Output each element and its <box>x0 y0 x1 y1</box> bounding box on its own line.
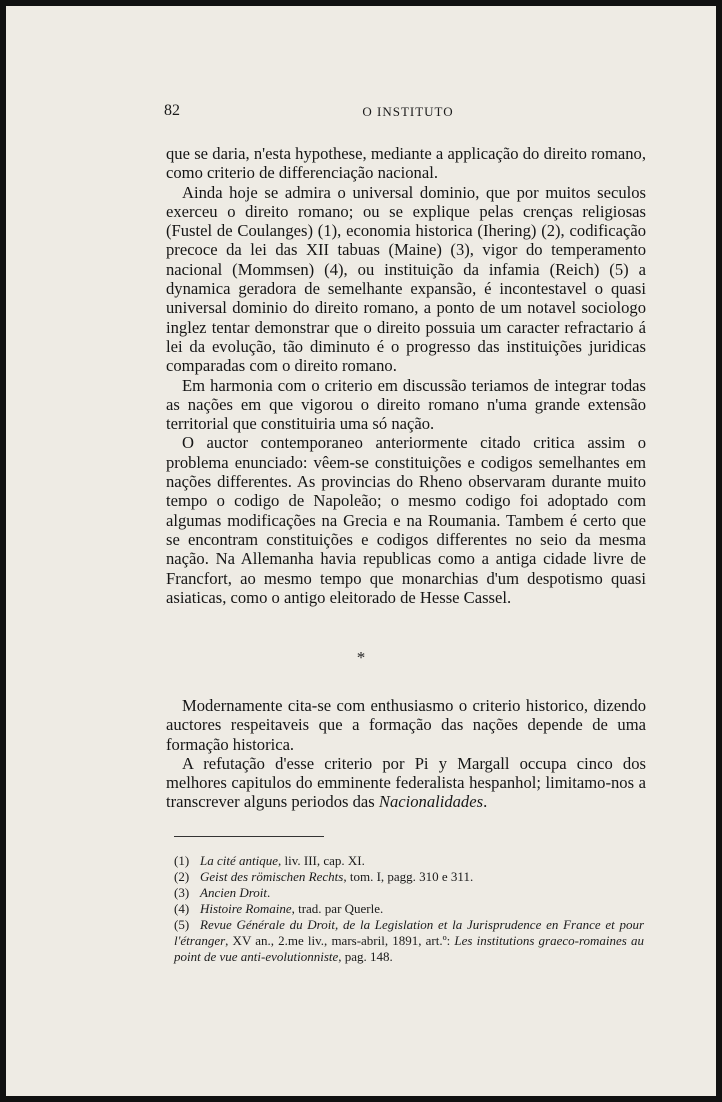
footnote-title-2: Les institutions graeco-romaines au point de vue anti-evolutionniste <box>174 933 644 964</box>
footnote-title: Revue Générale du Droit, de la Legislation et la Jurisprudence en France et pour l'étranger <box>174 917 644 948</box>
page-header <box>164 102 652 122</box>
footnote-title: Geist des römischen Rechts <box>200 869 344 884</box>
footnote <box>174 853 644 869</box>
footnote <box>174 917 644 965</box>
footnote-rule <box>174 836 324 837</box>
paragraph-end: . <box>483 792 488 812</box>
italic-title: Nacionalidades <box>378 792 484 812</box>
running-title: O INSTITUTO <box>362 104 454 119</box>
main-text-continued <box>166 696 646 812</box>
footnote-text: , liv. III, cap. XI. <box>278 853 365 868</box>
main-text <box>166 144 646 607</box>
footnote-title: Ancien Droit <box>200 885 268 900</box>
footnote-mark: (1) <box>174 853 190 868</box>
paragraph: Em harmonia com o criterio em discussão teriamos de integrar todas as nações em que vigorou o direito romano n'uma grande extensão territorial que constituiria uma só nação. <box>166 375 646 434</box>
footnote-mark: (3) <box>174 885 190 900</box>
footnote-text: . <box>267 885 271 900</box>
paragraph <box>166 754 646 812</box>
footnote-title: La cité antique <box>200 853 278 868</box>
book-page <box>6 6 716 1096</box>
paragraph: que se daria, n'esta hypothese, mediante a applicação do direito romano, como criterio de differenciação nacional. <box>166 144 646 183</box>
footnote-text: , tom. I, pagg. 310 e 311. <box>343 869 474 884</box>
footnote-mark: (4) <box>174 901 190 916</box>
footnotes <box>174 853 644 965</box>
paragraph: O auctor contemporaneo anteriormente citado critica assim o problema enunciado: vêem-se constituições e codigos semelhantes em nações differentes. As provincias do Rheno observaram durante muito tempo o codigo de Napoleão; o mesmo codigo foi adoptado com algumas modificações na Grecia e na Roumania. Tambem é certo que se encontram constituições e codigos differentes no seio da mesma nação. Na Allemanha havia republicas como a antiga cidade livre de Francfort, ao mesmo tempo que monarchias d'um despotismo quasi asiaticas, como o antigo eleitorado de Hesse Cassel. <box>166 433 646 607</box>
section-separator: * <box>356 648 366 667</box>
footnote-text: , trad. par Querle. <box>291 901 384 916</box>
footnote-title: Histoire Romaine <box>200 901 292 916</box>
footnote-mark: (5) <box>174 917 190 932</box>
footnote <box>174 885 644 901</box>
paragraph: Modernamente cita-se com enthusiasmo o criterio historico, dizendo auctores respeitaveis que a formação das nações depende de uma formação historica. <box>166 696 646 754</box>
footnote-text-2: , pag. 148. <box>338 949 393 964</box>
paragraph: Ainda hoje se admira o universal dominio, que por muitos seculos exerceu o direito romano; ou se explique pelas crenças religiosas (Fustel de Coulanges) (1), economia historica (Ihering) (2), codificação precoce da lei das XII tabuas (Maine) (3), vigor do temperamento nacional (Mommsen) (4), ou instituição da infamia (Reich) (5) a dynamica geradora de semelhante expansão, é incontestavel o quasi universal dominio do direito romano, a ponto de um notavel sociologo inglez tentar demonstrar que o direito possuia um caracter refractario á lei da evolução, tão diminuto é o progresso das instituições juridicas comparadas com o direito romano. <box>166 182 646 376</box>
page-number: 82 <box>164 102 180 119</box>
paragraph-text: A refutação d'esse criterio por Pi y Margall occupa cinco dos melhores capitulos do emminente federalista hespanhol; limitamo-nos a transcrever alguns periodos das <box>166 753 646 812</box>
footnote <box>174 901 644 917</box>
footnote-text: , XV an., 2.me liv., mars-abril, 1891, art.º: <box>225 933 455 948</box>
footnote-mark: (2) <box>174 869 190 884</box>
footnote <box>174 869 644 885</box>
